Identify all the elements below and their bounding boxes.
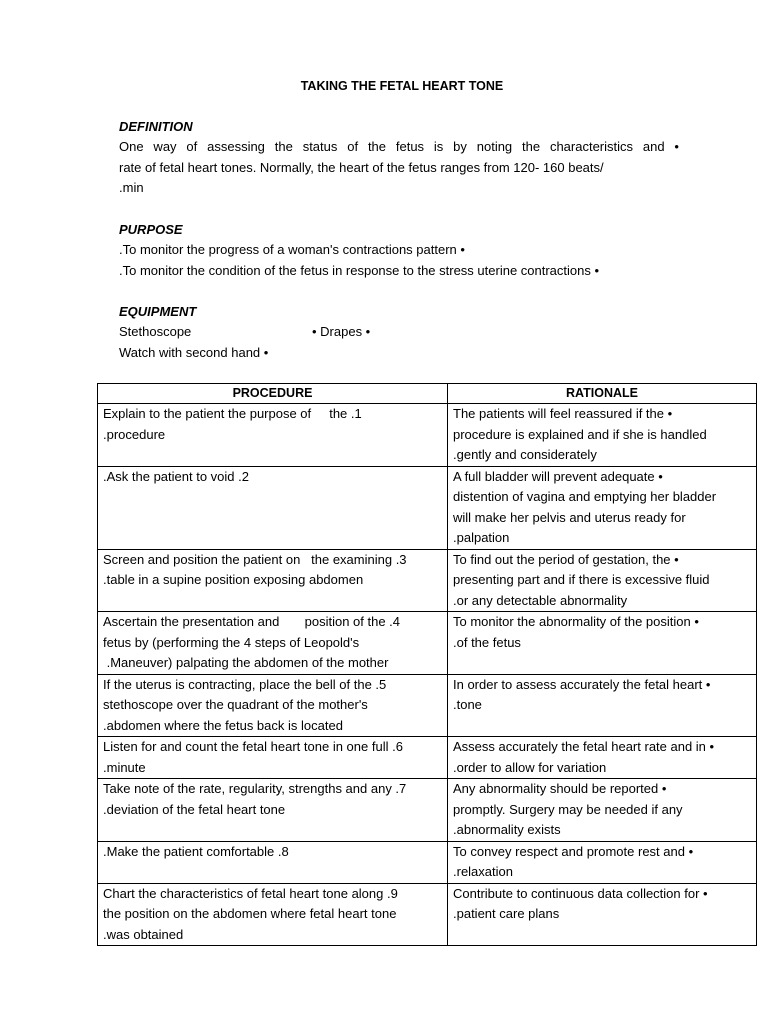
- procedure-line: .Maneuver) palpating the abdomen of the mother: [103, 655, 389, 670]
- procedure-line: the position on the abdomen where fetal heart tone: [103, 906, 397, 921]
- procedure-line: Ascertain the presentation and position of the .4: [103, 614, 401, 629]
- procedure-line: .was obtained: [103, 926, 184, 942]
- procedure-line: Chart the characteristics of fetal heart tone along .9: [103, 885, 398, 901]
- table-row: [98, 549, 757, 612]
- table-row: [98, 841, 757, 883]
- procedure-cell: [98, 737, 448, 779]
- procedure-cell: [98, 404, 448, 467]
- rationale-line: .or any detectable abnormality: [453, 592, 628, 608]
- rationale-line: The patients will feel reassured if the •: [453, 406, 673, 421]
- rationale-line: .abnormality exists: [453, 822, 561, 837]
- rationale-line: .of the fetus: [453, 634, 521, 650]
- rationale-line: will make her pelvis and uterus ready for: [453, 509, 686, 525]
- table-header-row: [98, 384, 757, 404]
- procedure-line: [103, 445, 442, 466]
- procedure-table: [97, 383, 757, 946]
- procedure-cell: [98, 883, 448, 946]
- definition-section: [119, 117, 679, 199]
- procedure-cell: [98, 612, 448, 675]
- table-row: [98, 466, 757, 549]
- rationale-cell: [448, 883, 757, 946]
- equipment-heading: EQUIPMENT: [119, 304, 197, 319]
- rationale-line: Any abnormality should be reported •: [453, 781, 667, 796]
- equipment-row: [119, 322, 679, 343]
- table-row: [98, 883, 757, 946]
- rationale-cell: [448, 549, 757, 612]
- procedure-column-header: PROCEDURE: [98, 384, 448, 404]
- rationale-line: .order to allow for variation: [453, 759, 607, 775]
- procedure-line: [103, 862, 442, 883]
- rationale-line: Assess accurately the fetal heart rate and in •: [453, 739, 715, 754]
- rationale-line: .patient care plans: [453, 906, 560, 921]
- purpose-heading: PURPOSE: [119, 222, 183, 237]
- procedure-line: [103, 528, 442, 549]
- procedure-line: .procedure: [103, 426, 166, 442]
- definition-line: One way of assessing the status of the fetus is by noting the characteristics and •: [119, 139, 679, 154]
- definition-line: .min: [119, 180, 144, 195]
- table-row: [98, 612, 757, 675]
- rationale-cell: [448, 466, 757, 549]
- equipment-item: Stethoscope: [119, 324, 192, 339]
- rationale-line: A full bladder will prevent adequate •: [453, 468, 663, 484]
- purpose-text: [119, 240, 679, 281]
- purpose-line: .To monitor the condition of the fetus in response to the stress uterine contractions •: [119, 262, 600, 278]
- table-row: [98, 404, 757, 467]
- rationale-line: To monitor the abnormality of the position •: [453, 614, 699, 629]
- rationale-line: Contribute to continuous data collection for •: [453, 885, 708, 901]
- equipment-item: • Drapes •: [312, 324, 371, 339]
- table-body: [98, 404, 757, 946]
- procedure-line: Screen and position the patient on the examining .3: [103, 551, 407, 567]
- purpose-line: .To monitor the progress of a woman's contractions pattern •: [119, 242, 465, 257]
- equipment-section: [119, 302, 679, 363]
- rationale-line: In order to assess accurately the fetal heart •: [453, 676, 711, 692]
- definition-line: rate of fetal heart tones. Normally, the heart of the fetus ranges from 120- 160 beats/: [119, 159, 604, 175]
- rationale-cell: [448, 737, 757, 779]
- procedure-line: .Make the patient comfortable .8: [103, 843, 289, 859]
- rationale-line: promptly. Surgery may be needed if any: [453, 801, 683, 817]
- procedure-cell: [98, 779, 448, 842]
- procedure-cell: [98, 841, 448, 883]
- rationale-line: [453, 716, 751, 737]
- equipment-item: Watch with second hand •: [119, 344, 269, 360]
- rationale-line: .relaxation: [453, 864, 513, 879]
- procedure-line: .deviation of the fetal heart tone: [103, 801, 286, 817]
- table-row: [98, 779, 757, 842]
- procedure-line: [103, 487, 442, 508]
- procedure-line: If the uterus is contracting, place the bell of the .5: [103, 676, 387, 692]
- rationale-line: presenting part and if there is excessive fluid: [453, 572, 710, 587]
- procedure-line: .abdomen where the fetus back is located: [103, 717, 343, 733]
- purpose-section: [119, 220, 679, 281]
- table-row: [98, 674, 757, 737]
- procedure-line: .Ask the patient to void .2: [103, 468, 249, 484]
- rationale-cell: [448, 612, 757, 675]
- procedure-line: [103, 508, 442, 529]
- procedure-line: Listen for and count the fetal heart tone in one full .6: [103, 739, 403, 754]
- rationale-line: [453, 925, 751, 946]
- rationale-line: To convey respect and promote rest and •: [453, 843, 694, 859]
- procedure-line: Take note of the rate, regularity, strengths and any .7: [103, 781, 407, 796]
- rationale-line: .gently and considerately: [453, 447, 597, 462]
- procedure-line: stethoscope over the quadrant of the mother's: [103, 697, 368, 712]
- rationale-line: distention of vagina and emptying her bladder: [453, 489, 717, 504]
- rationale-cell: [448, 404, 757, 467]
- page-title: TAKING THE FETAL HEART TONE: [300, 79, 504, 93]
- rationale-line: To find out the period of gestation, the •: [453, 551, 679, 567]
- definition-text: [119, 137, 679, 199]
- procedure-cell: [98, 549, 448, 612]
- procedure-line: Explain to the patient the purpose of the .1: [103, 406, 362, 421]
- rationale-cell: [448, 674, 757, 737]
- rationale-cell: [448, 779, 757, 842]
- procedure-line: .table in a supine position exposing abdomen: [103, 572, 364, 587]
- procedure-line: .minute: [103, 759, 146, 775]
- procedure-line: [103, 820, 442, 841]
- equipment-row: [119, 343, 679, 364]
- rationale-line: .tone: [453, 697, 482, 712]
- procedure-line: fetus by (performing the 4 steps of Leopold's: [103, 634, 360, 650]
- procedure-cell: [98, 674, 448, 737]
- procedure-cell: [98, 466, 448, 549]
- rationale-line: .palpation: [453, 530, 510, 545]
- rationale-column-header: RATIONALE: [448, 384, 757, 404]
- rationale-line: procedure is explained and if she is handled: [453, 426, 707, 442]
- table-row: [98, 737, 757, 779]
- rationale-line: [453, 653, 751, 674]
- definition-heading: DEFINITION: [119, 119, 193, 134]
- rationale-cell: [448, 841, 757, 883]
- procedure-line: [103, 591, 442, 612]
